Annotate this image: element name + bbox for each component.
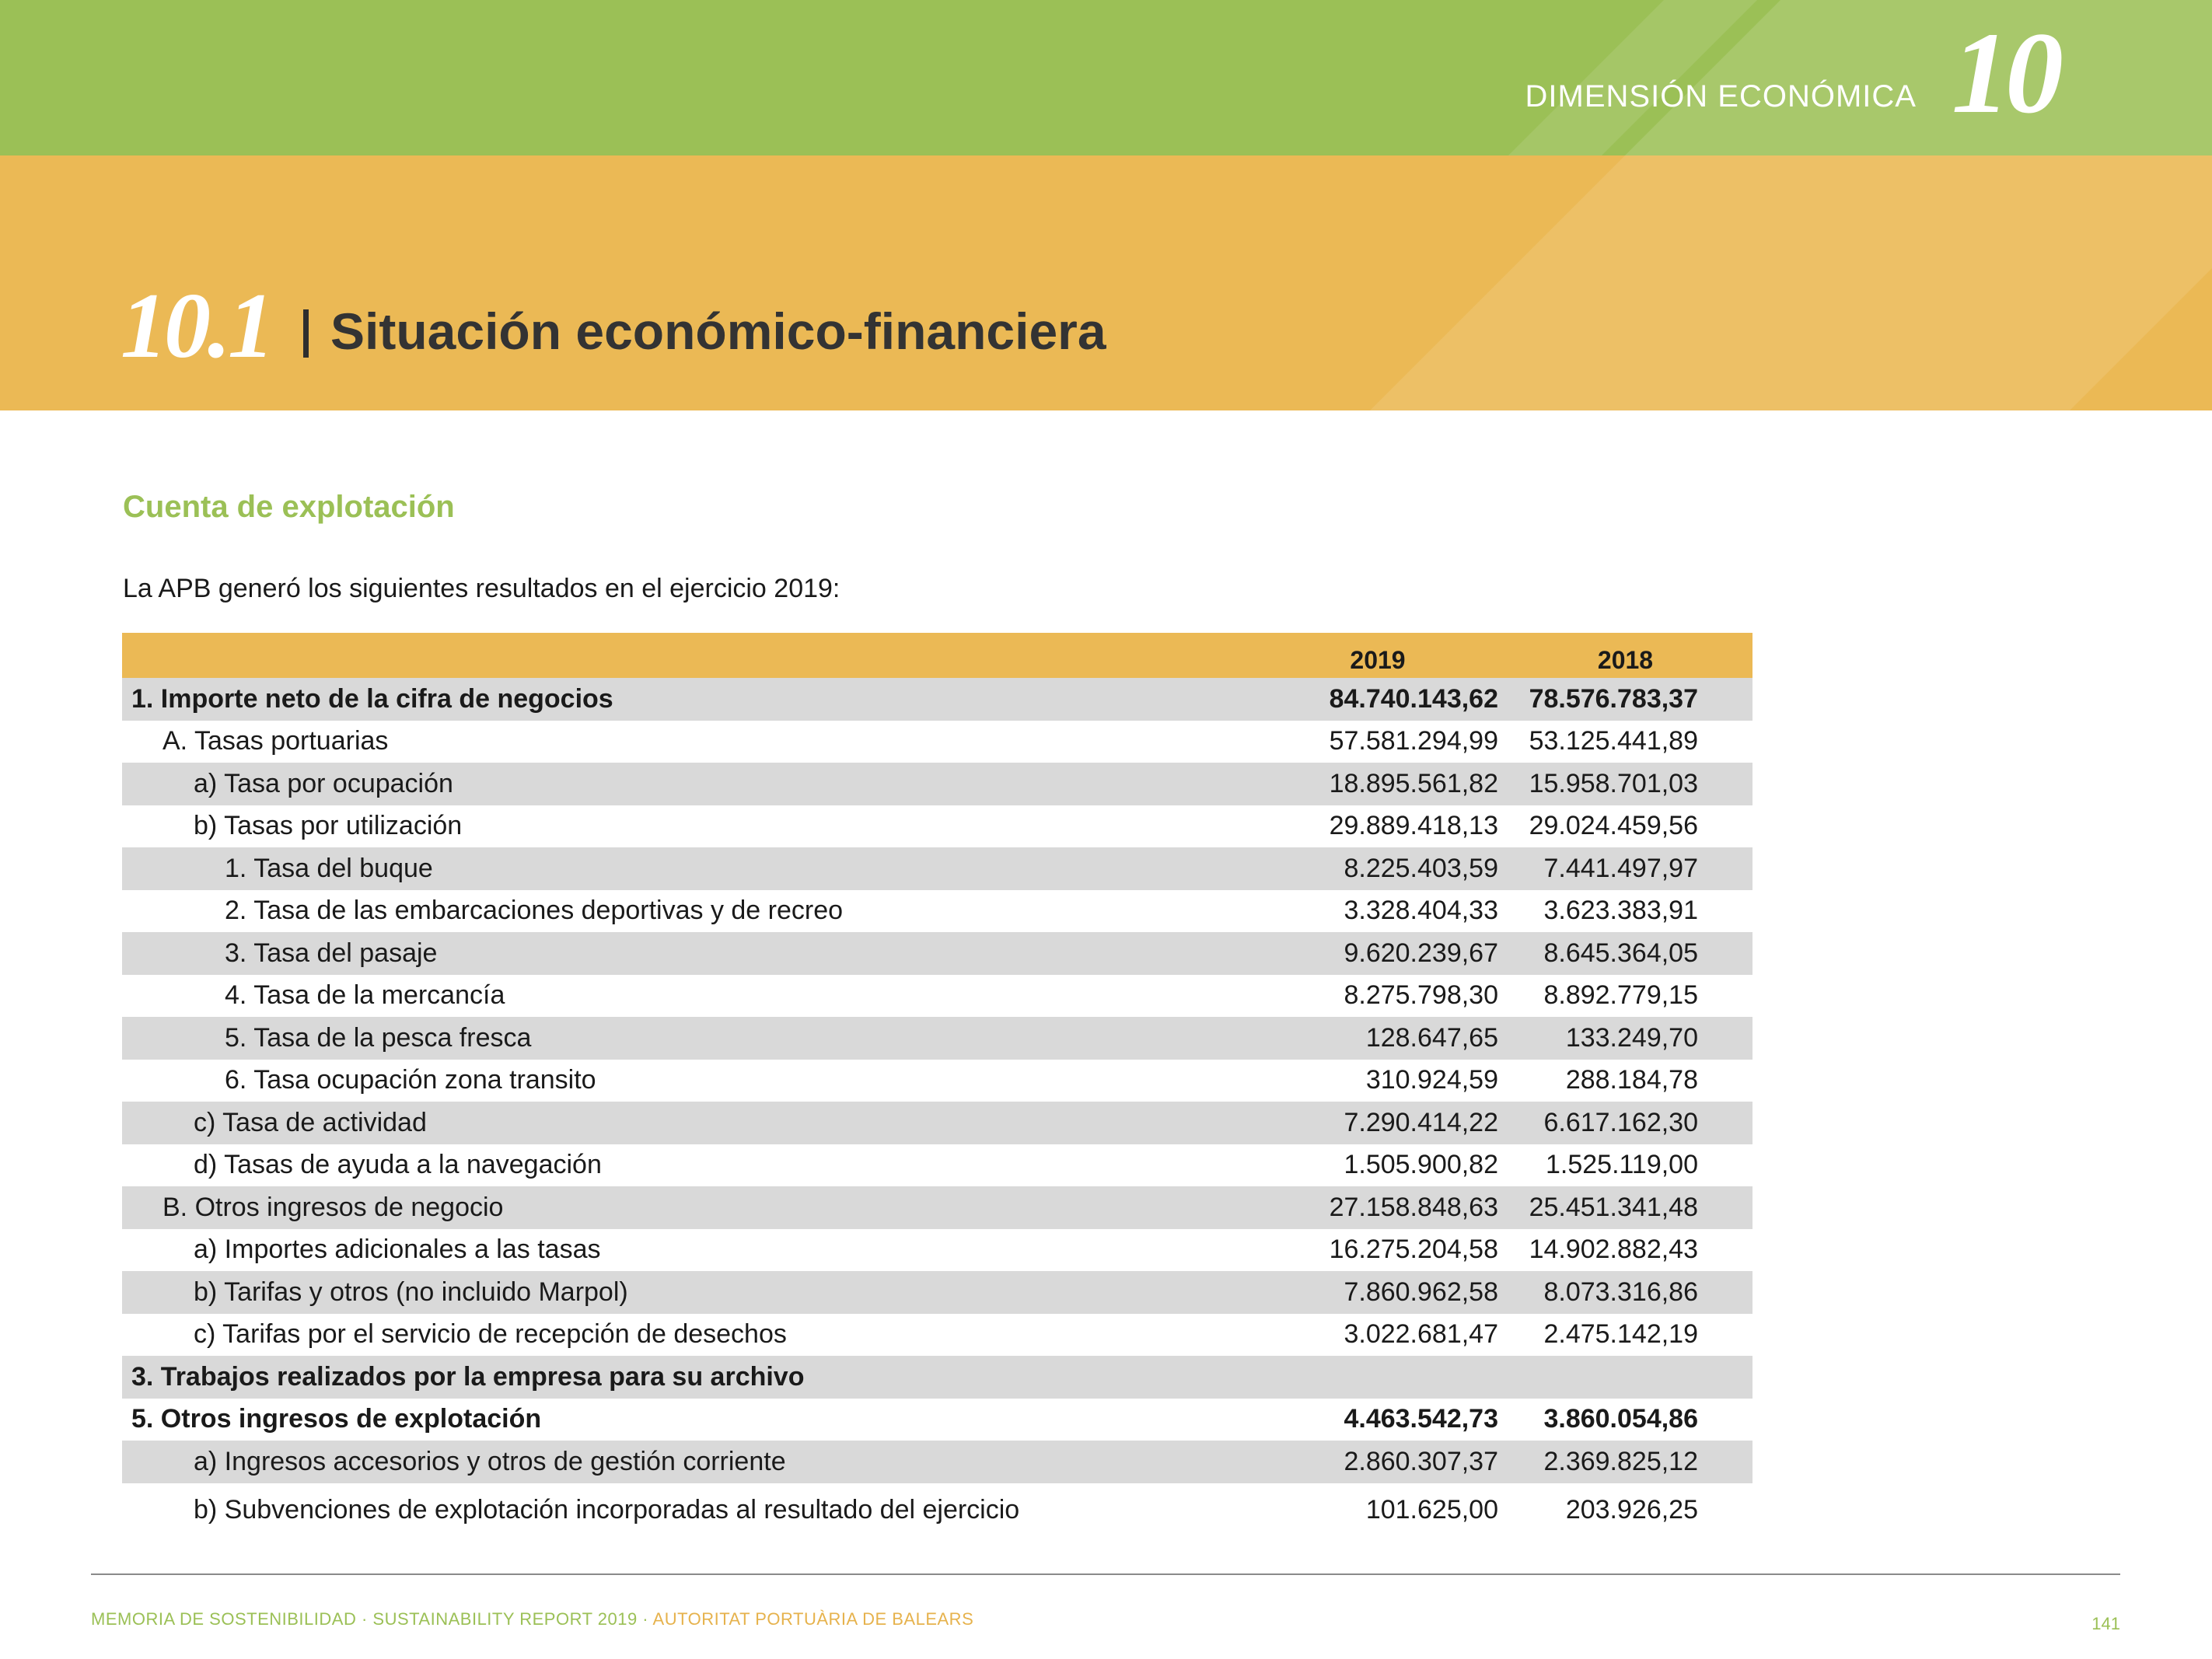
value-2018: 6.617.162,30 [1498,1102,1752,1144]
row-label: 6. Tasa ocupación zona transito [225,1065,596,1095]
subheading: Cuenta de explotación [123,490,455,524]
value-2018: 203.926,25 [1565,1495,1698,1525]
header-2018: 2018 [1498,633,1752,678]
row-label: 5. Tasa de la pesca fresca [122,1017,1257,1060]
row-label: A. Tasas portuarias [162,726,389,756]
value-2019: 8.275.798,30 [1344,980,1498,1011]
chapter-title: Situación económico-financiera [330,302,1106,360]
decorative-stripe [1345,0,2212,155]
table-row [122,847,1752,890]
row-label: 2. Tasa de las embarcaciones deportivas y de recreo [225,896,844,926]
value-2019: 27.158.848,63 [1257,1186,1498,1229]
table-header-row [122,633,1752,678]
value-2018: 8.073.316,86 [1498,1271,1752,1314]
table-row [122,932,1752,975]
value-2018: 288.184,78 [1565,1065,1698,1095]
table-row [122,763,1752,805]
footer-divider [91,1573,2120,1575]
value-2019: 3.022.681,47 [1344,1319,1498,1350]
value-2018: 29.024.459,56 [1529,811,1698,841]
value-2019: 7.860.962,58 [1257,1271,1498,1314]
value-2019: 29.889.418,13 [1329,811,1498,841]
value-2018 [1498,1356,1752,1399]
section-number: 10 [1952,9,2059,138]
decorative-stripe [1267,155,2212,410]
intro-text: La APB generó los siguientes resultados en el ejercicio 2019: [123,574,840,603]
value-2019: 7.290.414,22 [1257,1102,1498,1144]
footer-text [91,1609,973,1629]
table-row [122,1356,1752,1399]
row-label: b) Tasas por utilización [194,811,463,841]
chapter-title-band [0,155,2212,410]
chapter-number: 10.1 [121,274,271,377]
row-label: b) Tarifas y otros (no incluido Marpol) [122,1271,1257,1314]
value-2019: 57.581.294,99 [1329,726,1498,756]
row-label: c) Tarifas por el servicio de recepción de desechos [194,1319,787,1350]
value-2018: 8.645.364,05 [1498,932,1752,975]
value-2019: 8.225.403,59 [1257,847,1498,890]
row-label: B. Otros ingresos de negocio [122,1186,1257,1229]
value-2019: 84.740.143,62 [1257,678,1498,721]
section-header-band [0,0,2212,155]
table-row [122,1060,1752,1102]
value-2018: 8.892.779,15 [1543,980,1698,1011]
row-label: d) Tasas de ayuda a la navegación [194,1150,602,1180]
value-2018: 78.576.783,37 [1498,678,1752,721]
table-row [122,721,1752,763]
value-2019: 18.895.561,82 [1257,763,1498,805]
value-2018: 1.525.119,00 [1546,1150,1698,1180]
row-label: 3. Tasa del pasaje [122,932,1257,975]
table-row [122,1144,1752,1187]
row-label: 1. Importe neto de la cifra de negocios [122,678,1257,721]
value-2019: 2.860.307,37 [1257,1441,1498,1483]
row-label: 4. Tasa de la mercancía [225,980,505,1011]
table-row [122,1314,1752,1357]
value-2019: 3.328.404,33 [1344,896,1498,926]
header-2019: 2019 [1257,633,1498,678]
value-2019 [1257,1356,1498,1399]
table-row [122,678,1752,721]
value-2018: 7.441.497,97 [1498,847,1752,890]
row-label: a) Ingresos accesorios y otros de gestión corriente [122,1441,1257,1483]
row-label: 5. Otros ingresos de explotación [131,1404,542,1434]
table-row [122,1186,1752,1229]
row-label: 1. Tasa del buque [122,847,1257,890]
value-2019: 9.620.239,67 [1257,932,1498,975]
header-label-cell [122,633,1257,678]
row-label: a) Tasa por ocupación [122,763,1257,805]
row-label: b) Subvenciones de explotación incorporadas al resultado del ejercicio [194,1495,1020,1525]
value-2019: 128.647,65 [1257,1017,1498,1060]
table-row [122,890,1752,933]
income-statement-table [122,633,1752,1538]
table-row [122,1229,1752,1272]
value-2018: 2.475.142,19 [1543,1319,1698,1350]
table-row [122,975,1752,1018]
table-row [122,1271,1752,1314]
value-2018: 53.125.441,89 [1529,726,1698,756]
value-2019: 310.924,59 [1365,1065,1498,1095]
value-2019: 1.505.900,82 [1344,1150,1498,1180]
value-2019: 101.625,00 [1365,1495,1498,1525]
row-label: a) Importes adicionales a las tasas [194,1235,601,1265]
row-label: 3. Trabajos realizados por la empresa para su archivo [122,1356,1257,1399]
section-label: DIMENSIÓN ECONÓMICA [1525,79,1917,114]
value-2019: 16.275.204,58 [1329,1235,1498,1265]
footer-report-title: MEMORIA DE SOSTENIBILIDAD · SUSTAINABILITY REPORT 2019 · [91,1609,653,1629]
table-row [122,805,1752,848]
table-row [122,1102,1752,1144]
value-2018: 3.860.054,86 [1543,1404,1698,1434]
footer-organization: AUTORITAT PORTUÀRIA DE BALEARS [652,1609,974,1629]
row-label: c) Tasa de actividad [122,1102,1257,1144]
value-2018: 3.623.383,91 [1543,896,1698,926]
page-number: 141 [2091,1614,2120,1633]
chapter-separator [303,309,309,358]
table-row [122,1441,1752,1483]
value-2019: 4.463.542,73 [1344,1404,1498,1434]
value-2018: 14.902.882,43 [1529,1235,1698,1265]
value-2018: 15.958.701,03 [1498,763,1752,805]
table-row [122,1399,1752,1441]
value-2018: 133.249,70 [1498,1017,1752,1060]
value-2018: 2.369.825,12 [1498,1441,1752,1483]
value-2018: 25.451.341,48 [1498,1186,1752,1229]
table-row [122,1483,1752,1538]
table-row [122,1017,1752,1060]
